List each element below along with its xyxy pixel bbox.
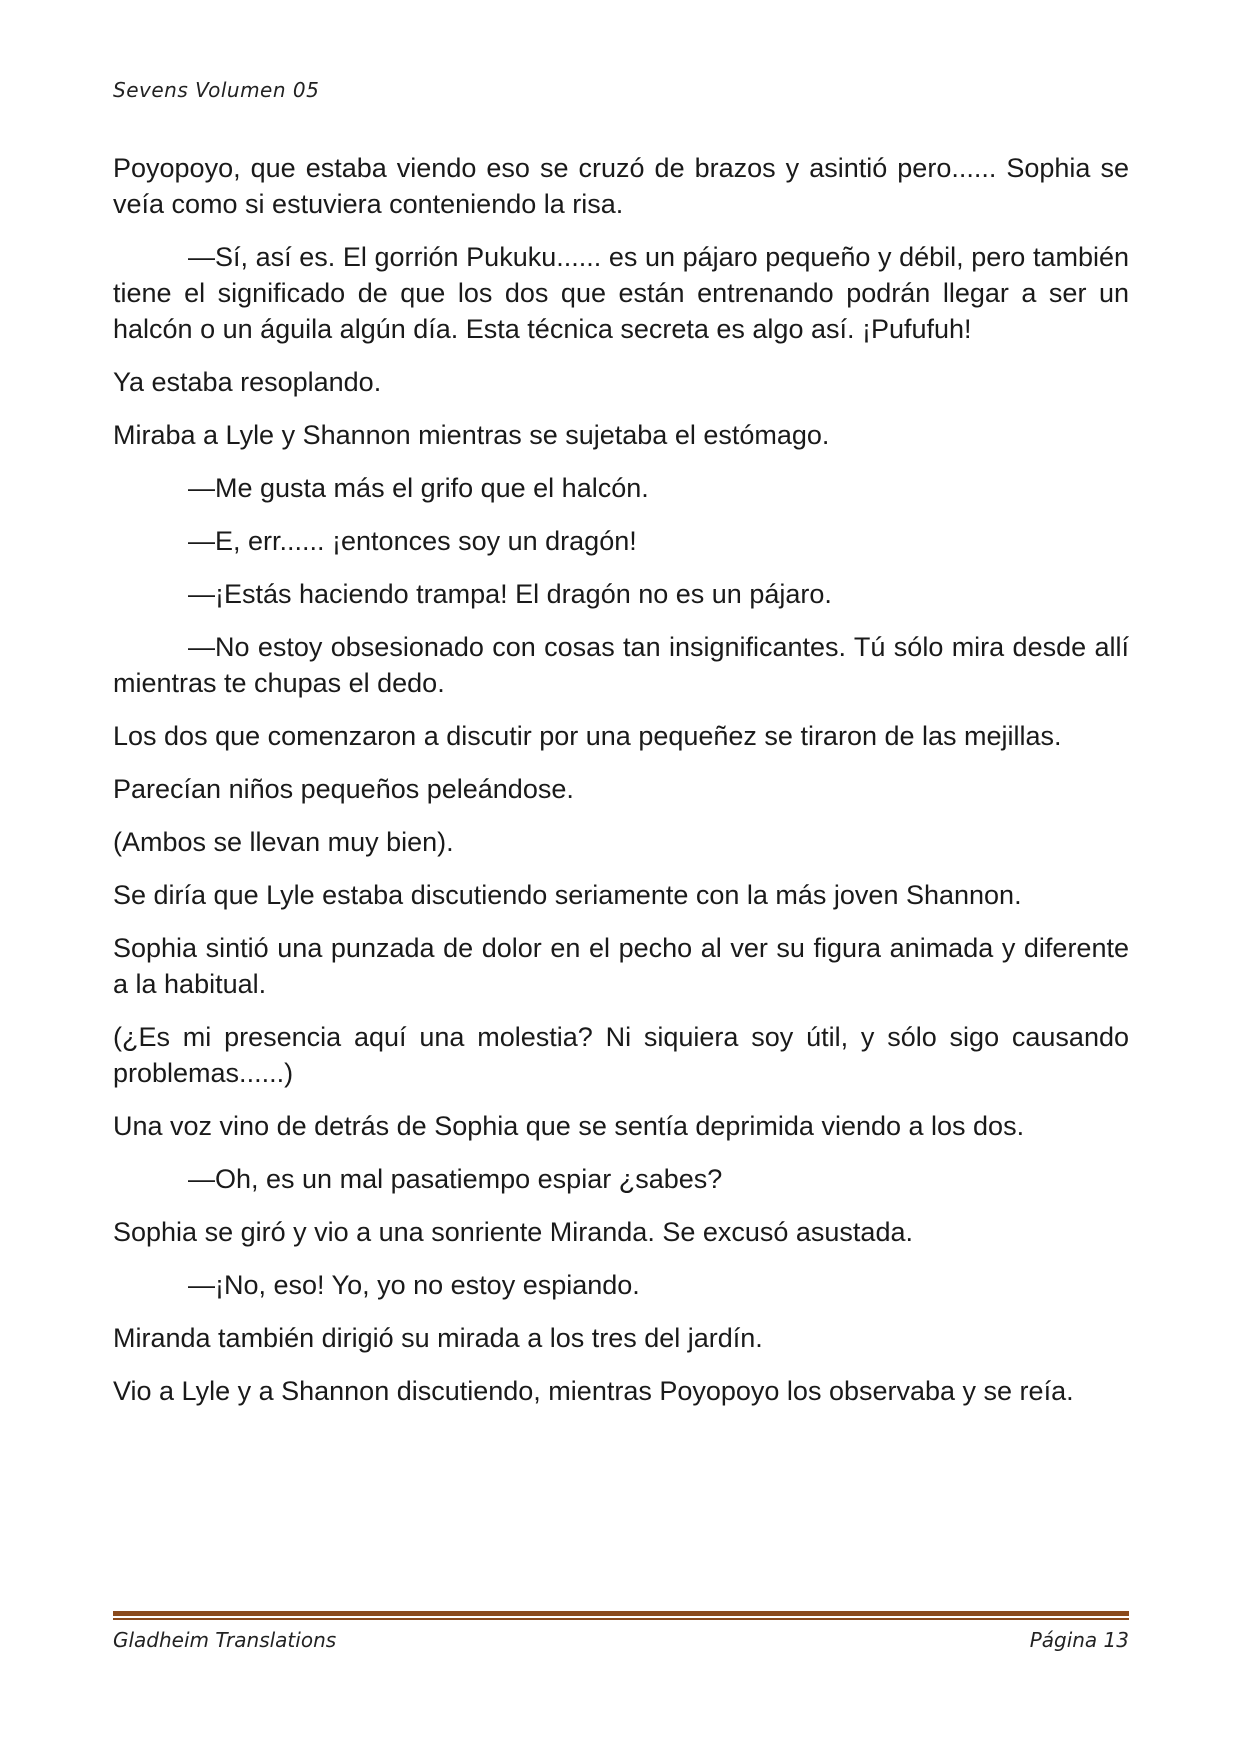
paragraph: (¿Es mi presencia aquí una molestia? Ni siquiera soy útil, y sólo sigo causando problemas......) (113, 1022, 1129, 1088)
paragraph: Ya estaba resoplando. (113, 367, 382, 397)
paragraph: Poyopoyo, que estaba viendo eso se cruzó de brazos y asintió pero...... Sophia se veía como si estuviera conteniendo la risa. (113, 153, 1129, 219)
dialogue-paragraph: —Sí, así es. El gorrión Pukuku...... es un pájaro pequeño y débil, pero también tiene el significado de que los dos que están entrenando podrán llegar a ser un halcón o un águila algún día. Esta técnica secreta es algo así. ¡Pufufuh! (113, 242, 1129, 344)
dialogue-paragraph: —Me gusta más el grifo que el halcón. (188, 473, 649, 503)
paragraph: (Ambos se llevan muy bien). (113, 827, 454, 857)
body-text (113, 150, 1129, 1426)
footer-divider-thin (113, 1618, 1129, 1620)
paragraph: Sophia sintió una punzada de dolor en el pecho al ver su figura animada y diferente a la habitual. (113, 933, 1129, 999)
paragraph: Vio a Lyle y a Shannon discutiendo, mientras Poyopoyo los observaba y se reía. (113, 1376, 1074, 1406)
footer-translator: Gladheim Translations (113, 1628, 337, 1652)
paragraph: Miraba a Lyle y Shannon mientras se sujetaba el estómago. (113, 420, 830, 450)
paragraph: Una voz vino de detrás de Sophia que se sentía deprimida viendo a los dos. (113, 1111, 1025, 1141)
paragraph: Miranda también dirigió su mirada a los tres del jardín. (113, 1323, 763, 1353)
paragraph: Sophia se giró y vio a una sonriente Miranda. Se excusó asustada. (113, 1217, 913, 1247)
dialogue-paragraph: —Oh, es un mal pasatiempo espiar ¿sabes? (188, 1164, 723, 1194)
running-header: Sevens Volumen 05 (113, 78, 320, 102)
dialogue-paragraph: —¡Estás haciendo trampa! El dragón no es un pájaro. (188, 579, 832, 609)
dialogue-paragraph: —¡No, eso! Yo, yo no estoy espiando. (188, 1270, 640, 1300)
footer-page-number: Página 13 (1029, 1628, 1129, 1652)
paragraph: Se diría que Lyle estaba discutiendo seriamente con la más joven Shannon. (113, 880, 1022, 910)
dialogue-paragraph: —E, err...... ¡entonces soy un dragón! (188, 526, 637, 556)
paragraph: Los dos que comenzaron a discutir por una pequeñez se tiraron de las mejillas. (113, 721, 1062, 751)
dialogue-paragraph: —No estoy obsesionado con cosas tan insignificantes. Tú sólo mira desde allí mientras te chupas el dedo. (113, 632, 1129, 698)
paragraph: Parecían niños pequeños peleándose. (113, 774, 574, 804)
footer-divider (113, 1611, 1129, 1621)
